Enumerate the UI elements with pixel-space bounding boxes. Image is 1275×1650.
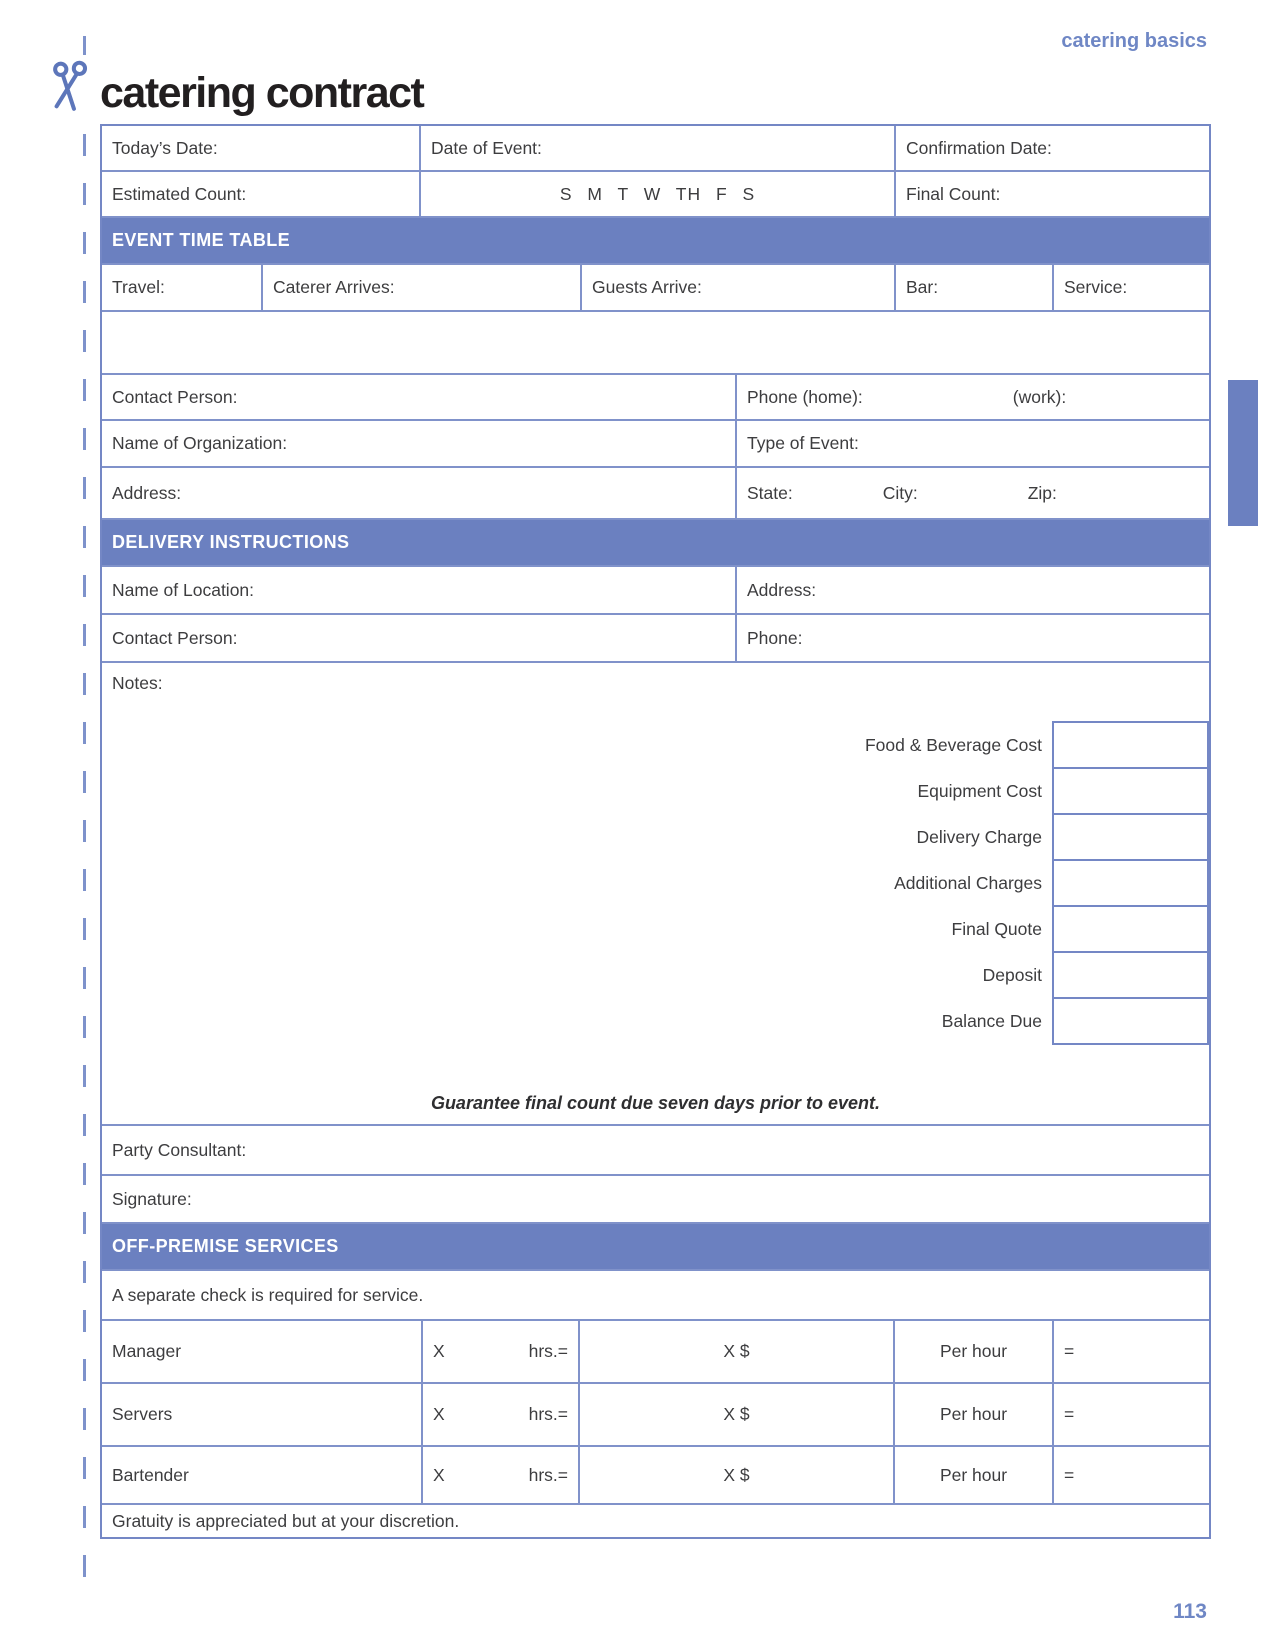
- food-beverage-cost-box: [1052, 721, 1209, 769]
- cost-row: [102, 767, 1209, 815]
- section-heading-delivery-instructions: DELIVERY INSTRUCTIONS: [102, 520, 1209, 567]
- hrs-label: hrs.=: [528, 1404, 568, 1424]
- cost-row: [102, 859, 1209, 907]
- counts-row: [102, 172, 1209, 218]
- notes-area: [102, 663, 1209, 1126]
- delivery-contact-person-field: Contact Person:: [102, 615, 737, 661]
- total-cell: =: [1064, 1464, 1075, 1485]
- cost-row: [102, 951, 1209, 999]
- event-times-row: [102, 265, 1209, 312]
- service-row-servers: [102, 1384, 1209, 1447]
- cost-row: [102, 905, 1209, 953]
- chapter-label: catering basics: [1061, 30, 1207, 52]
- scissors-icon: [46, 55, 92, 117]
- delivery-charge-label: Delivery Charge: [916, 826, 1042, 847]
- page-title: catering contract: [100, 69, 424, 117]
- equipment-cost-label: Equipment Cost: [917, 780, 1042, 801]
- travel-field: Travel:: [102, 265, 263, 310]
- additional-charges-label: Additional Charges: [894, 872, 1042, 893]
- blank-row: [102, 312, 1209, 375]
- guests-arrive-field: Guests Arrive:: [582, 265, 896, 310]
- per-hour-cell: Per hour: [895, 1447, 1054, 1503]
- catering-contract-form: [100, 124, 1211, 1539]
- balance-due-label: Balance Due: [941, 1010, 1042, 1031]
- location-row: [102, 567, 1209, 615]
- type-of-event-field: Type of Event:: [747, 433, 859, 453]
- party-consultant-row: [102, 1126, 1209, 1176]
- guarantee-note: Guarantee final count due seven days prior to event.: [430, 1093, 881, 1113]
- phone-field: [737, 375, 1209, 419]
- rate-cell: X $: [580, 1447, 895, 1503]
- service-row-manager: [102, 1321, 1209, 1384]
- total-cell: =: [1064, 1404, 1075, 1424]
- estimated-count-field: Estimated Count:: [102, 172, 421, 216]
- role-label: Servers: [102, 1384, 423, 1445]
- hours-cell: [423, 1447, 580, 1503]
- date-of-event-field: Date of Event:: [421, 126, 896, 170]
- signature-row: [102, 1176, 1209, 1224]
- cost-row: [102, 997, 1209, 1045]
- phone-work-label: (work):: [1012, 386, 1067, 407]
- bar-field: Bar:: [896, 265, 1054, 310]
- role-label: Manager: [102, 1321, 423, 1382]
- page-number: 113: [1173, 1600, 1207, 1623]
- x-label: X: [433, 1464, 445, 1485]
- delivery-contact-row: [102, 615, 1209, 663]
- balance-due-box: [1052, 997, 1209, 1045]
- phone-home-label: Phone (home):: [747, 386, 863, 407]
- contact-phone-row: [102, 375, 1209, 421]
- final-quote-label: Final Quote: [951, 918, 1042, 939]
- confirmation-date-field: Confirmation Date:: [906, 137, 1052, 158]
- delivery-address-field: Address:: [747, 579, 817, 600]
- food-beverage-cost-label: Food & Beverage Cost: [864, 734, 1042, 755]
- weekday-initials: S M T W TH F S: [421, 172, 896, 216]
- equipment-cost-box: [1052, 767, 1209, 815]
- party-consultant-field: Party Consultant:: [112, 1139, 247, 1160]
- contact-person-field: Contact Person:: [102, 375, 737, 419]
- zip-label: Zip:: [1027, 482, 1057, 503]
- deposit-label: Deposit: [982, 964, 1042, 985]
- signature-field: Signature:: [112, 1188, 192, 1209]
- hrs-label: hrs.=: [528, 1341, 568, 1361]
- rate-cell: X $: [580, 1321, 895, 1382]
- role-label: Bartender: [102, 1447, 423, 1503]
- per-hour-cell: Per hour: [895, 1321, 1054, 1382]
- gratuity-note: Gratuity is appreciated but at your discretion.: [112, 1510, 460, 1531]
- x-label: X: [433, 1404, 445, 1424]
- total-cell: =: [1064, 1341, 1075, 1361]
- address-row: [102, 468, 1209, 520]
- cost-row: [102, 813, 1209, 861]
- cost-summary: [102, 721, 1209, 1045]
- rate-cell: X $: [580, 1384, 895, 1445]
- service-row-bartender: [102, 1447, 1209, 1505]
- separate-check-note: A separate check is required for service.: [112, 1284, 424, 1305]
- dates-row: [102, 126, 1209, 172]
- name-of-location-field: Name of Location:: [102, 567, 737, 613]
- additional-charges-box: [1052, 859, 1209, 907]
- gratuity-row: [102, 1505, 1209, 1537]
- todays-date-field: Today’s Date:: [102, 126, 421, 170]
- cut-dashed-line: [83, 36, 86, 1594]
- final-count-field: Final Count:: [906, 183, 1001, 204]
- delivery-phone-field: Phone:: [747, 627, 803, 648]
- hours-cell: [423, 1384, 580, 1445]
- section-heading-event-time-table: EVENT TIME TABLE: [102, 218, 1209, 265]
- hours-cell: [423, 1321, 580, 1382]
- organization-field: Name of Organization:: [102, 421, 737, 466]
- separate-check-row: [102, 1271, 1209, 1321]
- notes-label: Notes:: [112, 673, 163, 693]
- city-label: City:: [882, 482, 918, 503]
- final-quote-box: [1052, 905, 1209, 953]
- address-field: Address:: [102, 468, 737, 518]
- page-thumb-tab: [1228, 380, 1258, 526]
- x-label: X: [433, 1341, 445, 1361]
- deposit-box: [1052, 951, 1209, 999]
- delivery-charge-box: [1052, 813, 1209, 861]
- organization-row: [102, 421, 1209, 468]
- hrs-label: hrs.=: [528, 1464, 568, 1485]
- service-field: Service:: [1064, 277, 1128, 297]
- section-heading-off-premise-services: OFF-PREMISE SERVICES: [102, 1224, 1209, 1271]
- per-hour-cell: Per hour: [895, 1384, 1054, 1445]
- state-city-zip-field: [737, 468, 1209, 518]
- cost-row: [102, 721, 1209, 769]
- state-label: State:: [747, 482, 793, 503]
- caterer-arrives-field: Caterer Arrives:: [263, 265, 582, 310]
